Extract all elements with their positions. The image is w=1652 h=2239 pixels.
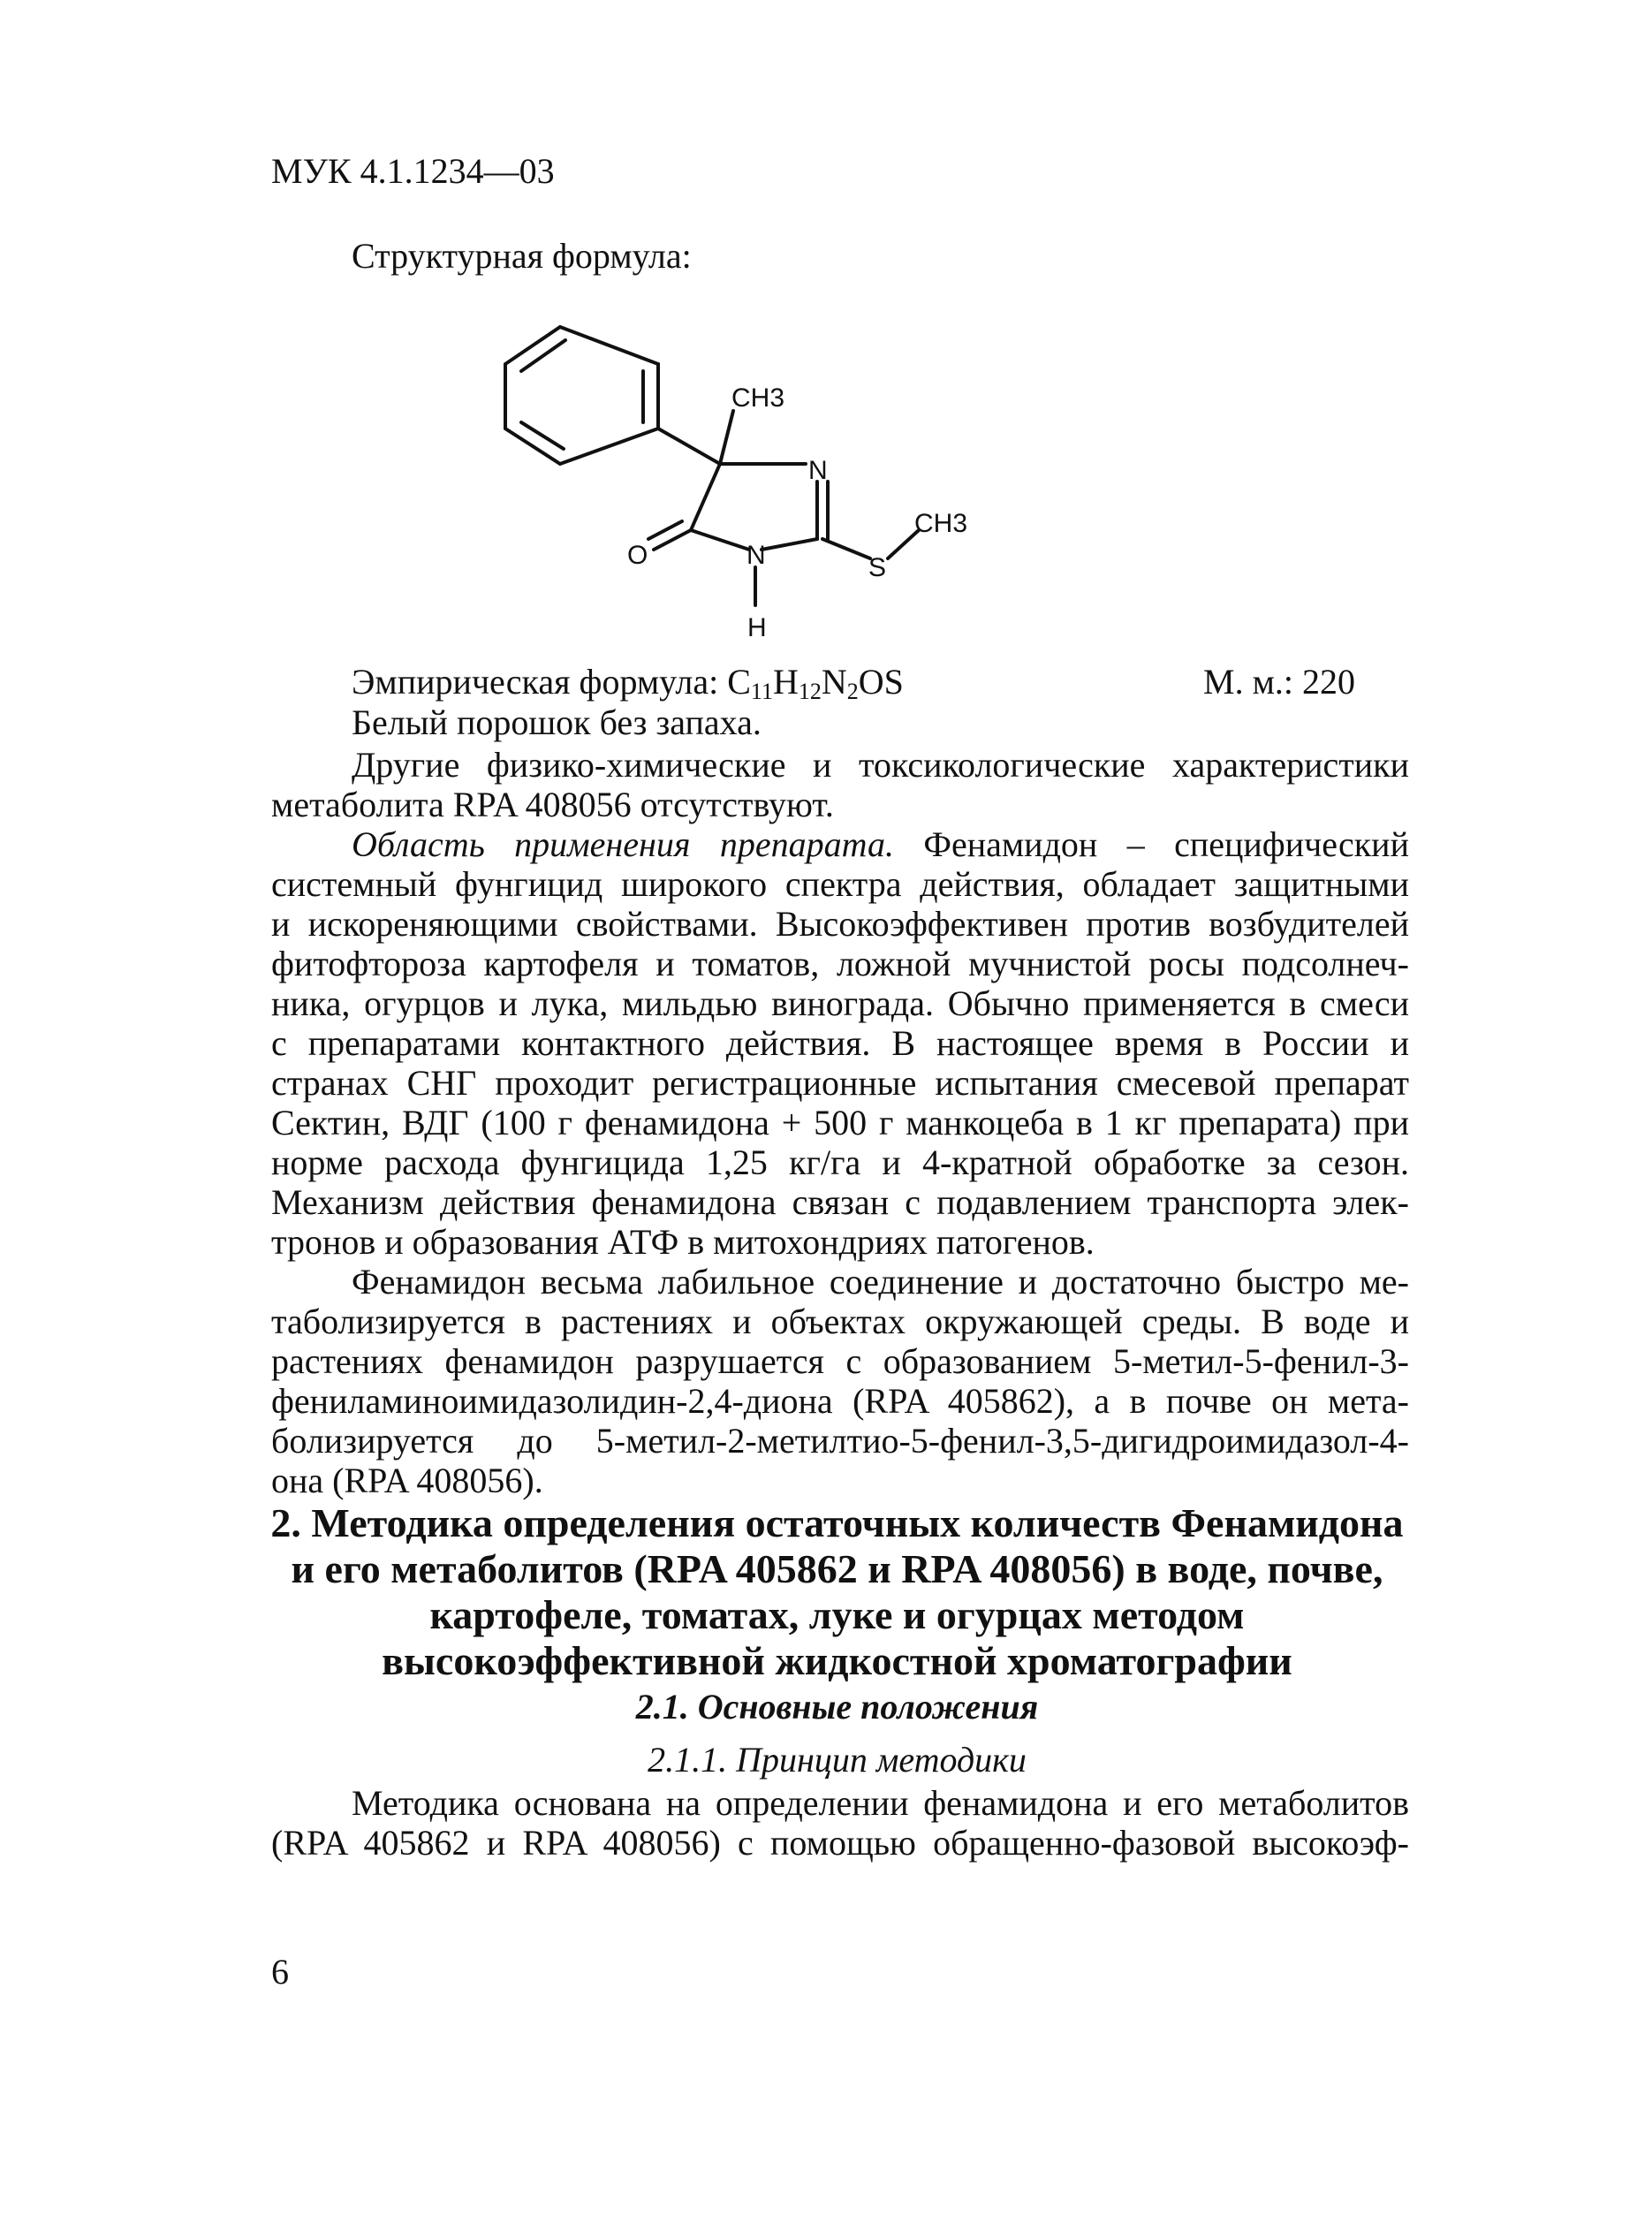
text-line: фитофтороза картофеля и томатов, ложной мучнистой росы подсолнеч- bbox=[271, 944, 1409, 983]
text-line: с препаратами контактного действия. В настоящее время в России и bbox=[271, 1023, 1409, 1063]
molecular-weight: М. м.: 220 bbox=[1203, 662, 1355, 702]
text-line: норме расхода фунгицида 1,25 кг/га и 4-кратной обработке за сезон. bbox=[271, 1142, 1409, 1182]
atom-h: H bbox=[747, 613, 767, 642]
text-line: фениламиноимидазолидин-2,4-диона (RPA 405862), а в почве он мета- bbox=[271, 1381, 1409, 1421]
formula-n: N bbox=[821, 662, 847, 702]
text-line: и искореняющими свойствами. Высокоэффективен против возбудителей bbox=[271, 904, 1409, 944]
paragraph-method-principle bbox=[271, 1783, 1409, 1863]
text-line: она (RPA 408056). bbox=[271, 1461, 543, 1500]
page-number: 6 bbox=[271, 1952, 289, 1992]
text-line: Другие физико-химические и токсикологические характеристики bbox=[352, 745, 1409, 785]
text-line: (RPA 405862 и RPA 408056) с помощью обращенно-фазовой высокоэф- bbox=[271, 1823, 1409, 1863]
formula-c-count: 11 bbox=[750, 679, 773, 704]
structural-formula-diagram bbox=[495, 318, 1007, 654]
text-line: Сектин, ВДГ (100 г фенамидона + 500 г манкоцеба в 1 кг препарата) при bbox=[271, 1103, 1409, 1142]
atom-n-h: N bbox=[746, 541, 766, 570]
subsection-2-1-title: 2.1. Основные положения bbox=[635, 1687, 1039, 1727]
section-title-line: 2. Методика определения остаточных количеств Фенамидона bbox=[270, 1500, 1404, 1545]
subsection-2-1-1-title: 2.1.1. Принцип методики bbox=[648, 1740, 1027, 1780]
text-line: ника, огурцов и лука, мильдью винограда. Обычно применяется в смеси bbox=[271, 983, 1409, 1023]
formula-h: H bbox=[772, 662, 799, 702]
empirical-formula bbox=[352, 662, 904, 704]
text-line: странах СНГ проходит регистрационные испытания смесевой препарат bbox=[271, 1063, 1409, 1103]
document-code: МУК 4.1.1234—03 bbox=[271, 151, 555, 191]
text-line: таболизируется в растениях и объектах окружающей среды. В воде и bbox=[271, 1302, 1409, 1341]
text-line: болизируется до 5-метил-2-метилтио-5-фенил-3,5-дигидроимидазол-4- bbox=[271, 1421, 1409, 1461]
section-title-line: и его метаболитов (RPA 405862 и RPA 408056) в воде, почве, bbox=[291, 1546, 1383, 1591]
atom-n-ring: N bbox=[808, 456, 828, 485]
text-line: растениях фенамидон разрушается с образованием 5-метил-5-фенил-3- bbox=[271, 1341, 1409, 1381]
section-2-title bbox=[265, 1500, 1409, 1684]
paragraph-scope bbox=[271, 824, 1409, 1262]
section-title-line: картофеле, томатах, луке и огурцах методом bbox=[429, 1592, 1245, 1637]
text-line: Методика основана на определении фенамидона и его метаболитов bbox=[352, 1783, 1409, 1823]
section-title-line: высокоэффективной жидкостной хроматографии bbox=[382, 1638, 1292, 1683]
scope-lead: Область применения препарата. bbox=[352, 824, 894, 864]
text-line: Механизм действия фенамидона связан с подавлением транспорта элек- bbox=[271, 1182, 1409, 1222]
atom-o: O bbox=[627, 541, 648, 570]
appearance-text: Белый порошок без запаха. bbox=[352, 702, 762, 742]
paragraph-metabolism bbox=[271, 1262, 1409, 1500]
text-line: метаболита RPA 408056 отсутствуют. bbox=[271, 785, 834, 824]
atom-s: S bbox=[868, 553, 887, 582]
structure-heading: Структурная формула: bbox=[352, 236, 692, 276]
text-line: системный фунгицид широкого спектра действия, обладает защитными bbox=[271, 864, 1409, 904]
formula-os: OS bbox=[858, 662, 904, 702]
text-line: Фенамидон весьма лабильное соединение и достаточно быстро ме- bbox=[352, 1262, 1409, 1302]
empirical-label: Эмпирическая формула: bbox=[352, 662, 728, 702]
formula-h-count: 12 bbox=[798, 679, 822, 704]
paragraph-other-characteristics bbox=[271, 745, 1409, 824]
scope-first-line-rest: Фенамидон – специфический bbox=[893, 824, 1409, 864]
formula-c: C bbox=[727, 662, 751, 702]
atom-ch3-right: CH3 bbox=[914, 509, 968, 538]
benzene-ring bbox=[505, 327, 658, 464]
atom-ch3-top: CH3 bbox=[731, 383, 785, 413]
text-line: тронов и образования АТФ в митохондриях патогенов. bbox=[271, 1222, 1095, 1262]
text-line bbox=[271, 824, 1409, 864]
formula-n-count: 2 bbox=[846, 679, 859, 704]
